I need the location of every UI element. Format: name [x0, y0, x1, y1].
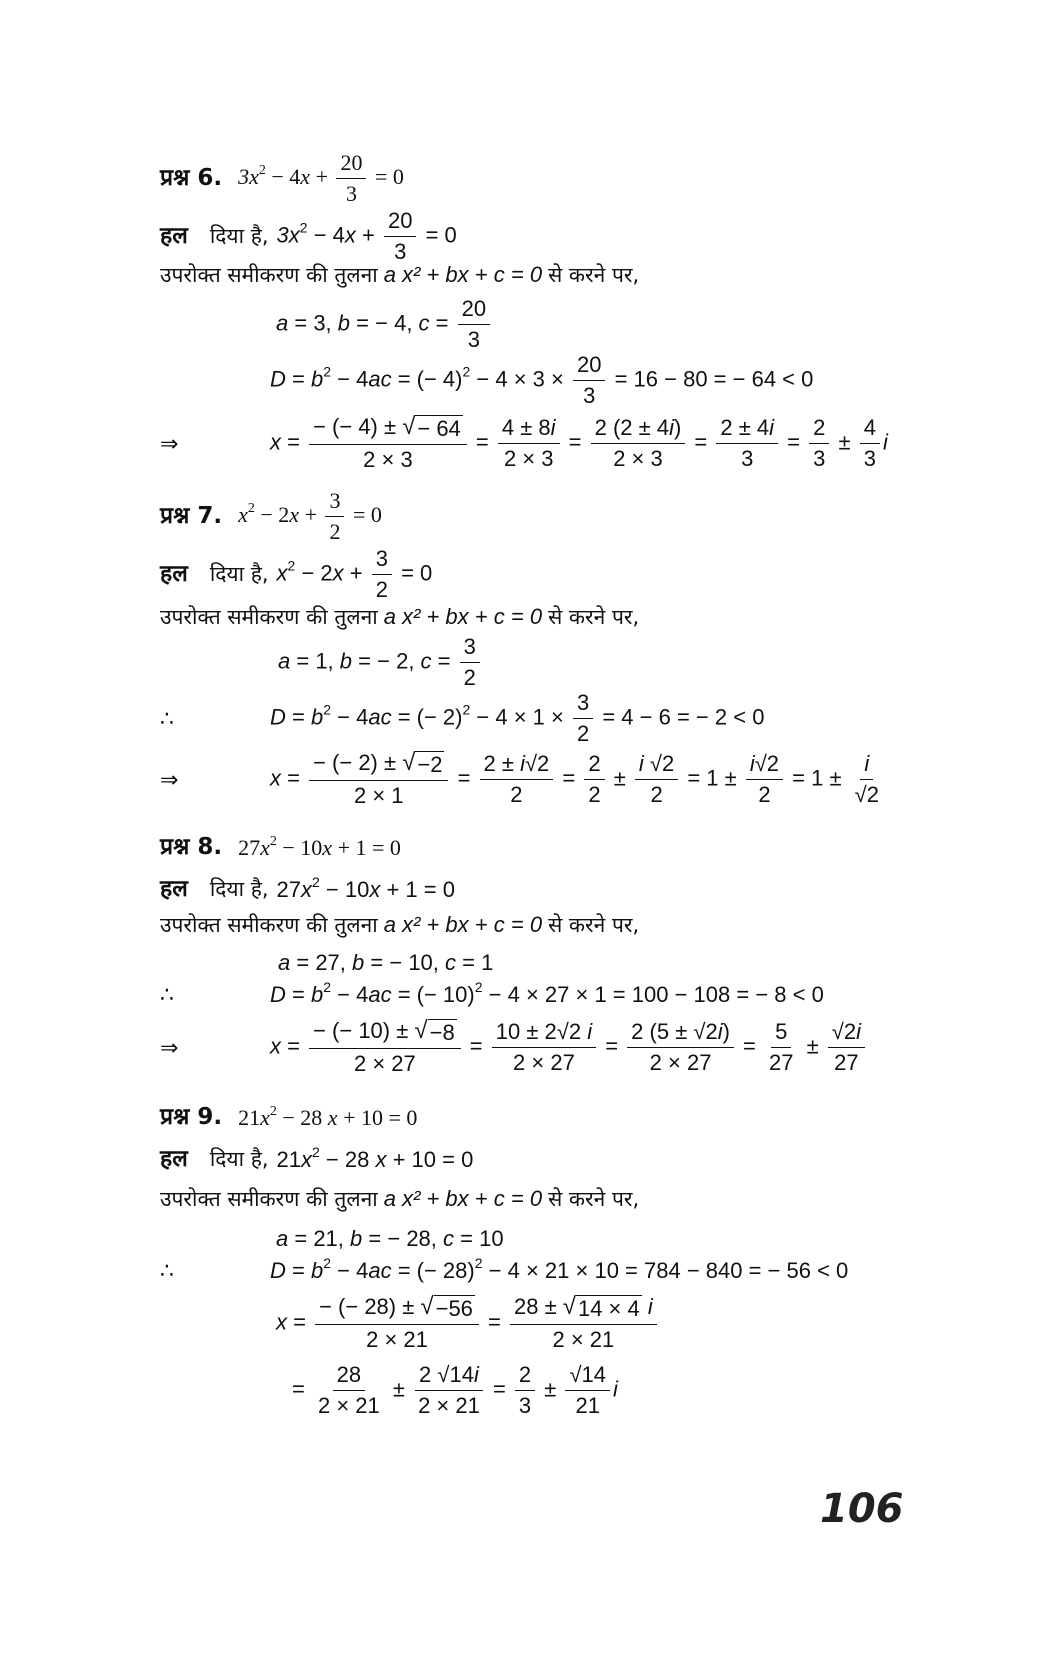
solution-7-discriminant: ∴ $D = b^2 - 4ac$ = (− 2)$^2$ − 4 × 1 × $\frac{3}{2}$ = 4 − 6 = − 2 < 0	[160, 690, 765, 747]
solution-6-compare: उपरोक्त समीकरण की तुलना a x² + bx + c = 0 से करने पर,	[160, 262, 640, 287]
solution-9-coefficients: a = 21, b = − 28, c = 10	[276, 1226, 504, 1251]
solution-8-roots: ⇒ x = − (− 10) ± √ −8 2 × 27 = $\frac{10 \pm 2√2 i}{2 \times 27}$ = $\frac{2 (5 \pm √2i)}{2 \times 27}$ = $\frac{5}{27}$ ± $\frac{√2i}{27}$	[160, 1018, 868, 1078]
solution-7-roots: ⇒ x = − (− 2) ± √ −2 2 × 1 = $\frac{2 \pm i√2}{2}$ = $\frac{2}{2}$ ± $\frac{i √2}{2}$ = 1 ± $\frac{i√2}{2}$ = 1 ± $\frac{i}{√2}$	[160, 749, 879, 809]
solution-8-coefficients: a = 27, b = − 10, c = 1	[278, 950, 494, 975]
solution-6-given: हल दिया है, $3x^2 - 4x$ + $\frac{20}{3}$ = 0	[160, 208, 457, 265]
solution-8-given: हल दिया है, $27x^2 - 10x + 1 = 0$	[160, 873, 455, 902]
solution-9-roots-step2: = $\frac{28}{2 \times 21}$ ± $\frac{2 √14i}{2 \times 21}$ = $\frac{2}{3}$ ± $\frac{√14}{21}$ i	[292, 1362, 618, 1419]
question-8-equation: $27x^2 - 10x + 1 = 0$	[238, 833, 401, 860]
question-8-label: प्रश्न 8.	[160, 834, 223, 860]
solution-7-compare: उपरोक्त समीकरण की तुलना a x² + bx + c = 0 से करने पर,	[160, 604, 640, 629]
solution-6-roots: ⇒ x = − (− 4) ± √ − 64 2 × 3 = $\frac{4 \pm 8i}{2 \times 3}$ = $\frac{2 (2 \pm 4i)}{2 \times 3}$ = $\frac{2 \pm 4i}{3}$ = $\frac{2}{3}$ ± $\frac{4}{3}$ i	[160, 413, 888, 473]
solution-7-given: हल दिया है, $x^2 - 2x$ + $\frac{3}{2}$ = 0	[160, 546, 433, 603]
question-9-label: प्रश्न 9.	[160, 1104, 223, 1130]
question-6	[160, 150, 404, 208]
solution-9-discriminant: ∴ $D = b^2 - 4ac$ = (− 28)$^2$ − 4 × 21 × 10 = 784 − 840 = − 56 < 0	[160, 1255, 849, 1283]
question-9	[160, 1104, 417, 1132]
question-7-label: प्रश्न 7.	[160, 503, 223, 530]
question-8	[160, 834, 401, 862]
solution-8-compare: उपरोक्त समीकरण की तुलना a x² + bx + c = 0 से करने पर,	[160, 912, 640, 937]
solution-8-discriminant: ∴ $D = b^2 - 4ac$ = (− 10)$^2$ − 4 × 27 × 1 = 100 − 108 = − 8 < 0	[160, 979, 824, 1007]
question-7	[160, 488, 382, 546]
solution-9-roots-step1: x = − (− 28) ± √ −56 2 × 21 = 28 ± √ 14 × 4 i 2 × 21	[276, 1294, 660, 1354]
solution-label: हल	[160, 223, 188, 250]
solution-7-coefficients: a = 1, b = − 2, c = $\frac{3}{2}$	[278, 634, 483, 692]
page-number: 106	[820, 1486, 904, 1532]
given-text: दिया है,	[209, 224, 269, 249]
solution-6-coefficients: a = 3, b = − 4, c = $\frac{20}{3}$	[276, 296, 493, 354]
question-9-equation: $21x^2 - 28$ x + 10 = 0	[238, 1103, 418, 1130]
question-7-equation: $x^2 - 2x$ + $\frac{3}{2}$ = 0	[238, 488, 382, 545]
question-6-equation: $3x^2 - 4x$ + $\frac{20}{3}$ = 0	[238, 150, 404, 207]
question-6-label: प्रश्न 6.	[160, 165, 223, 192]
solution-9-given: हल दिया है, $21x^2 - 28$ x + 10 = 0	[160, 1143, 474, 1172]
solution-6-discriminant: $D = b^2 - 4ac$ = (− 4)$^2$ − 4 × 3 × $\frac{20}{3}$ = 16 − 80 = − 64 < 0	[270, 352, 814, 409]
solution-9-compare: उपरोक्त समीकरण की तुलना a x² + bx + c = 0 से करने पर,	[160, 1186, 640, 1211]
